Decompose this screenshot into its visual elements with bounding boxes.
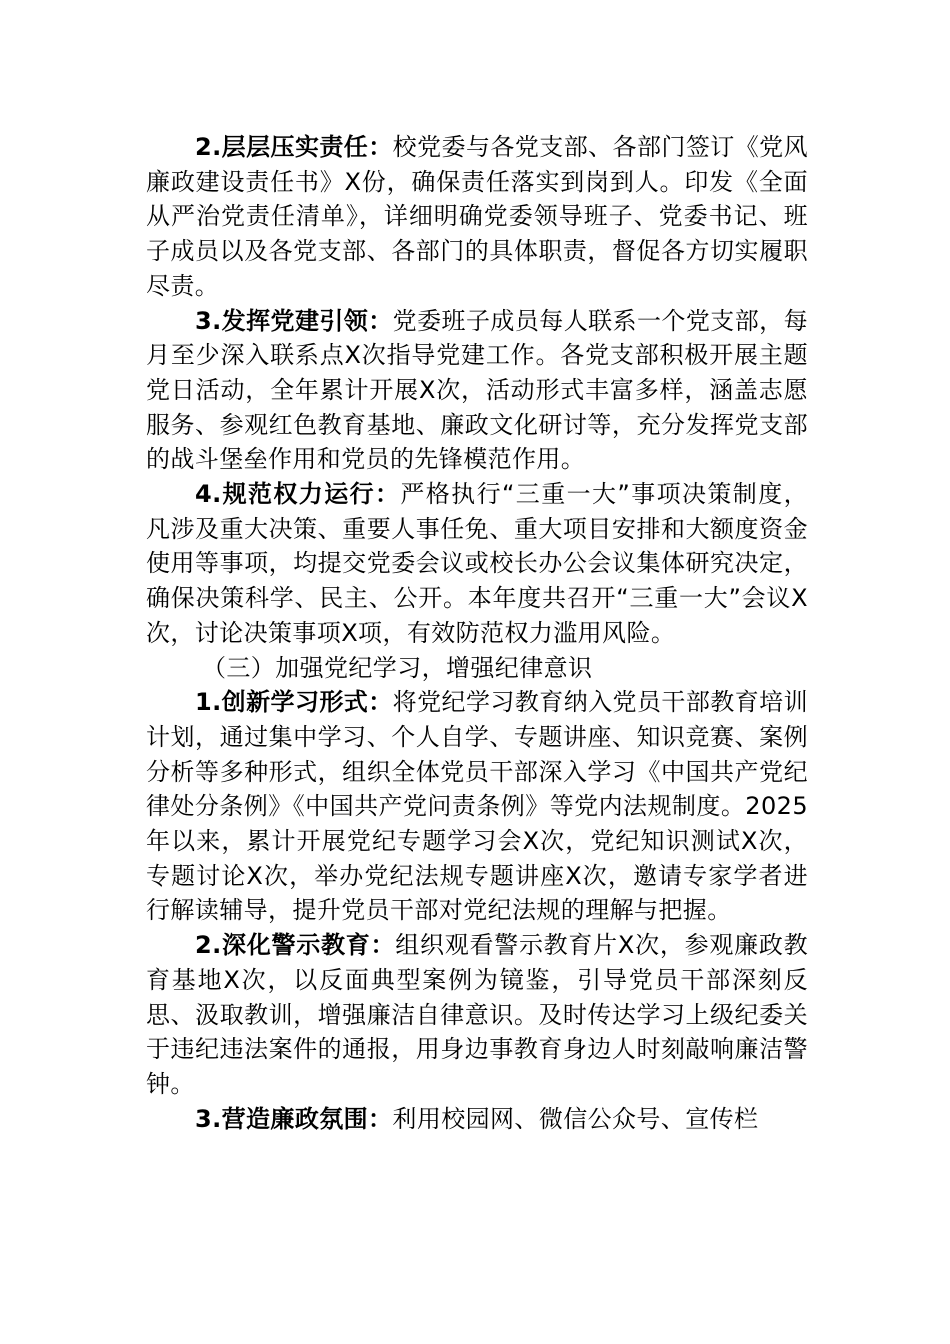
paragraph-lead: 3.发挥党建引领： [195, 306, 393, 335]
paragraph-integrity-atmosphere [146, 1102, 808, 1137]
section-heading: （三）加强党纪学习，增强纪律意识 [202, 653, 593, 682]
paragraph-text: 利用校园网、微信公众号、宣传栏 [392, 1104, 759, 1133]
paragraph-lead: 2.深化警示教育： [195, 931, 396, 960]
paragraph-responsibility [146, 130, 808, 304]
paragraph-lead: 2.层层压实责任： [195, 133, 393, 161]
paragraph-lead: 1.创新学习形式： [195, 688, 393, 717]
paragraph-text: 严格执行“三重一大”事项决策制度，凡涉及重大决策、重要人事任免、重大项目安排和大额度资金使用等事项，均提交党委会议或校长办公会议集体研究决定，确保决策科学、民主、公开。本年度共召开“三重一大”会议X次，讨论决策事项X项，有效防范权力滥用风险。 [146, 480, 808, 647]
paragraph-learning-forms [146, 685, 808, 928]
paragraph-text: 校党委与各党支部、各部门签订《党风廉政建设责任书》X份，确保责任落实到岗到人。印发《全面从严治党责任清单》，详细明确党委领导班子、党委书记、班子成员以及各党支部、各部门的具体职责，督促各方切实履职尽责。 [146, 133, 808, 300]
paragraph-lead: 3.营造廉政氛围： [195, 1104, 393, 1133]
paragraph-text: 将党纪学习教育纳入党员干部教育培训计划，通过集中学习、个人自学、专题讲座、知识竞赛、案例分析等多种形式，组织全体党员干部深入学习《中国共产党纪律处分条例》《中国共产党问责条例》等党内法规制度。2025年以来，累计开展党纪专题学习会X次，党纪知识测试X次，专题讨论X次，举办党纪法规专题讲座X次，邀请专家学者进行解读辅导，提升党员干部对党纪法规的理解与把握。 [146, 688, 808, 925]
paragraph-power-regulation [146, 477, 808, 651]
paragraph-warning-education [146, 928, 808, 1102]
document-page [146, 130, 808, 1136]
paragraph-lead: 4.规范权力运行： [195, 480, 401, 509]
paragraph-text: 组织观看警示教育片X次，参观廉政教育基地X次，以反面典型案例为镜鉴，引导党员干部深刻反思、汲取教训，增强廉洁自律意识。及时传达学习上级纪委关于违纪违法案件的通报，用身边事教育身边人时刻敲响廉洁警钟。 [146, 931, 808, 1098]
paragraph-party-building [146, 304, 808, 478]
paragraph-text: 党委班子成员每人联系一个党支部，每月至少深入联系点X次指导党建工作。各党支部积极开展主题党日活动，全年累计开展X次，活动形式丰富多样，涵盖志愿服务、参观红色教育基地、廉政文化研讨等，充分发挥党支部的战斗堡垒作用和党员的先锋模范作用。 [146, 306, 808, 474]
